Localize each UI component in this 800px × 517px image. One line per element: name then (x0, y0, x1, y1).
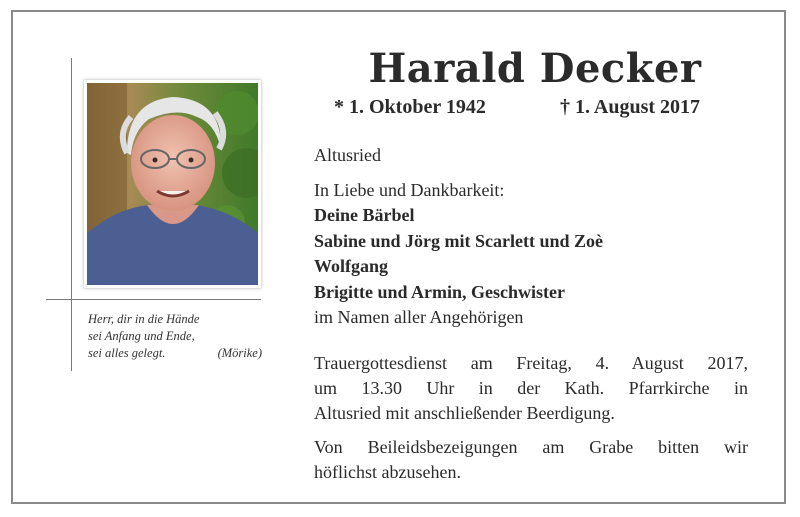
intro-text: In Liebe und Dankbarkeit: (314, 179, 505, 200)
vertical-rule (71, 58, 72, 371)
quote-block (88, 311, 266, 362)
birth-date: * 1. Oktober 1942 (334, 96, 486, 118)
condolence-line: Von Beileidsbezeigungen am Grabe bitten wir (314, 437, 748, 457)
deceased-name: Harald Decker (368, 45, 702, 92)
service-line: Trauergottesdienst am Freitag, 4. August 2017, (314, 352, 748, 373)
quote-line: Herr, dir in die Hände (88, 312, 200, 326)
mourner-name: Brigitte und Armin, Geschwister (314, 281, 565, 302)
portrait-photo (84, 80, 261, 288)
service-line: Altusried mit anschließender Beerdigung. (314, 402, 615, 423)
horizontal-rule (46, 299, 261, 300)
mourner-name: Deine Bärbel (314, 205, 415, 225)
quote-author: (Mörike) (217, 346, 262, 360)
quote-line: sei Anfang und Ende, (88, 329, 195, 343)
quote-line (88, 345, 266, 362)
mourner-name: Sabine und Jörg mit Scarlett und Zoè (314, 230, 604, 251)
on-behalf-text: im Namen aller Angehörigen (314, 307, 524, 327)
condolence-line: höflichst abzusehen. (314, 462, 461, 482)
service-line: um 13.30 Uhr in der Kath. Pfarrkirche in (314, 377, 748, 398)
location: Altusried (314, 145, 381, 165)
quote-line-text: sei alles gelegt. (88, 346, 166, 360)
death-date: † 1. August 2017 (560, 96, 701, 118)
mourner-name: Wolfgang (314, 256, 389, 276)
notice-body (314, 143, 748, 486)
